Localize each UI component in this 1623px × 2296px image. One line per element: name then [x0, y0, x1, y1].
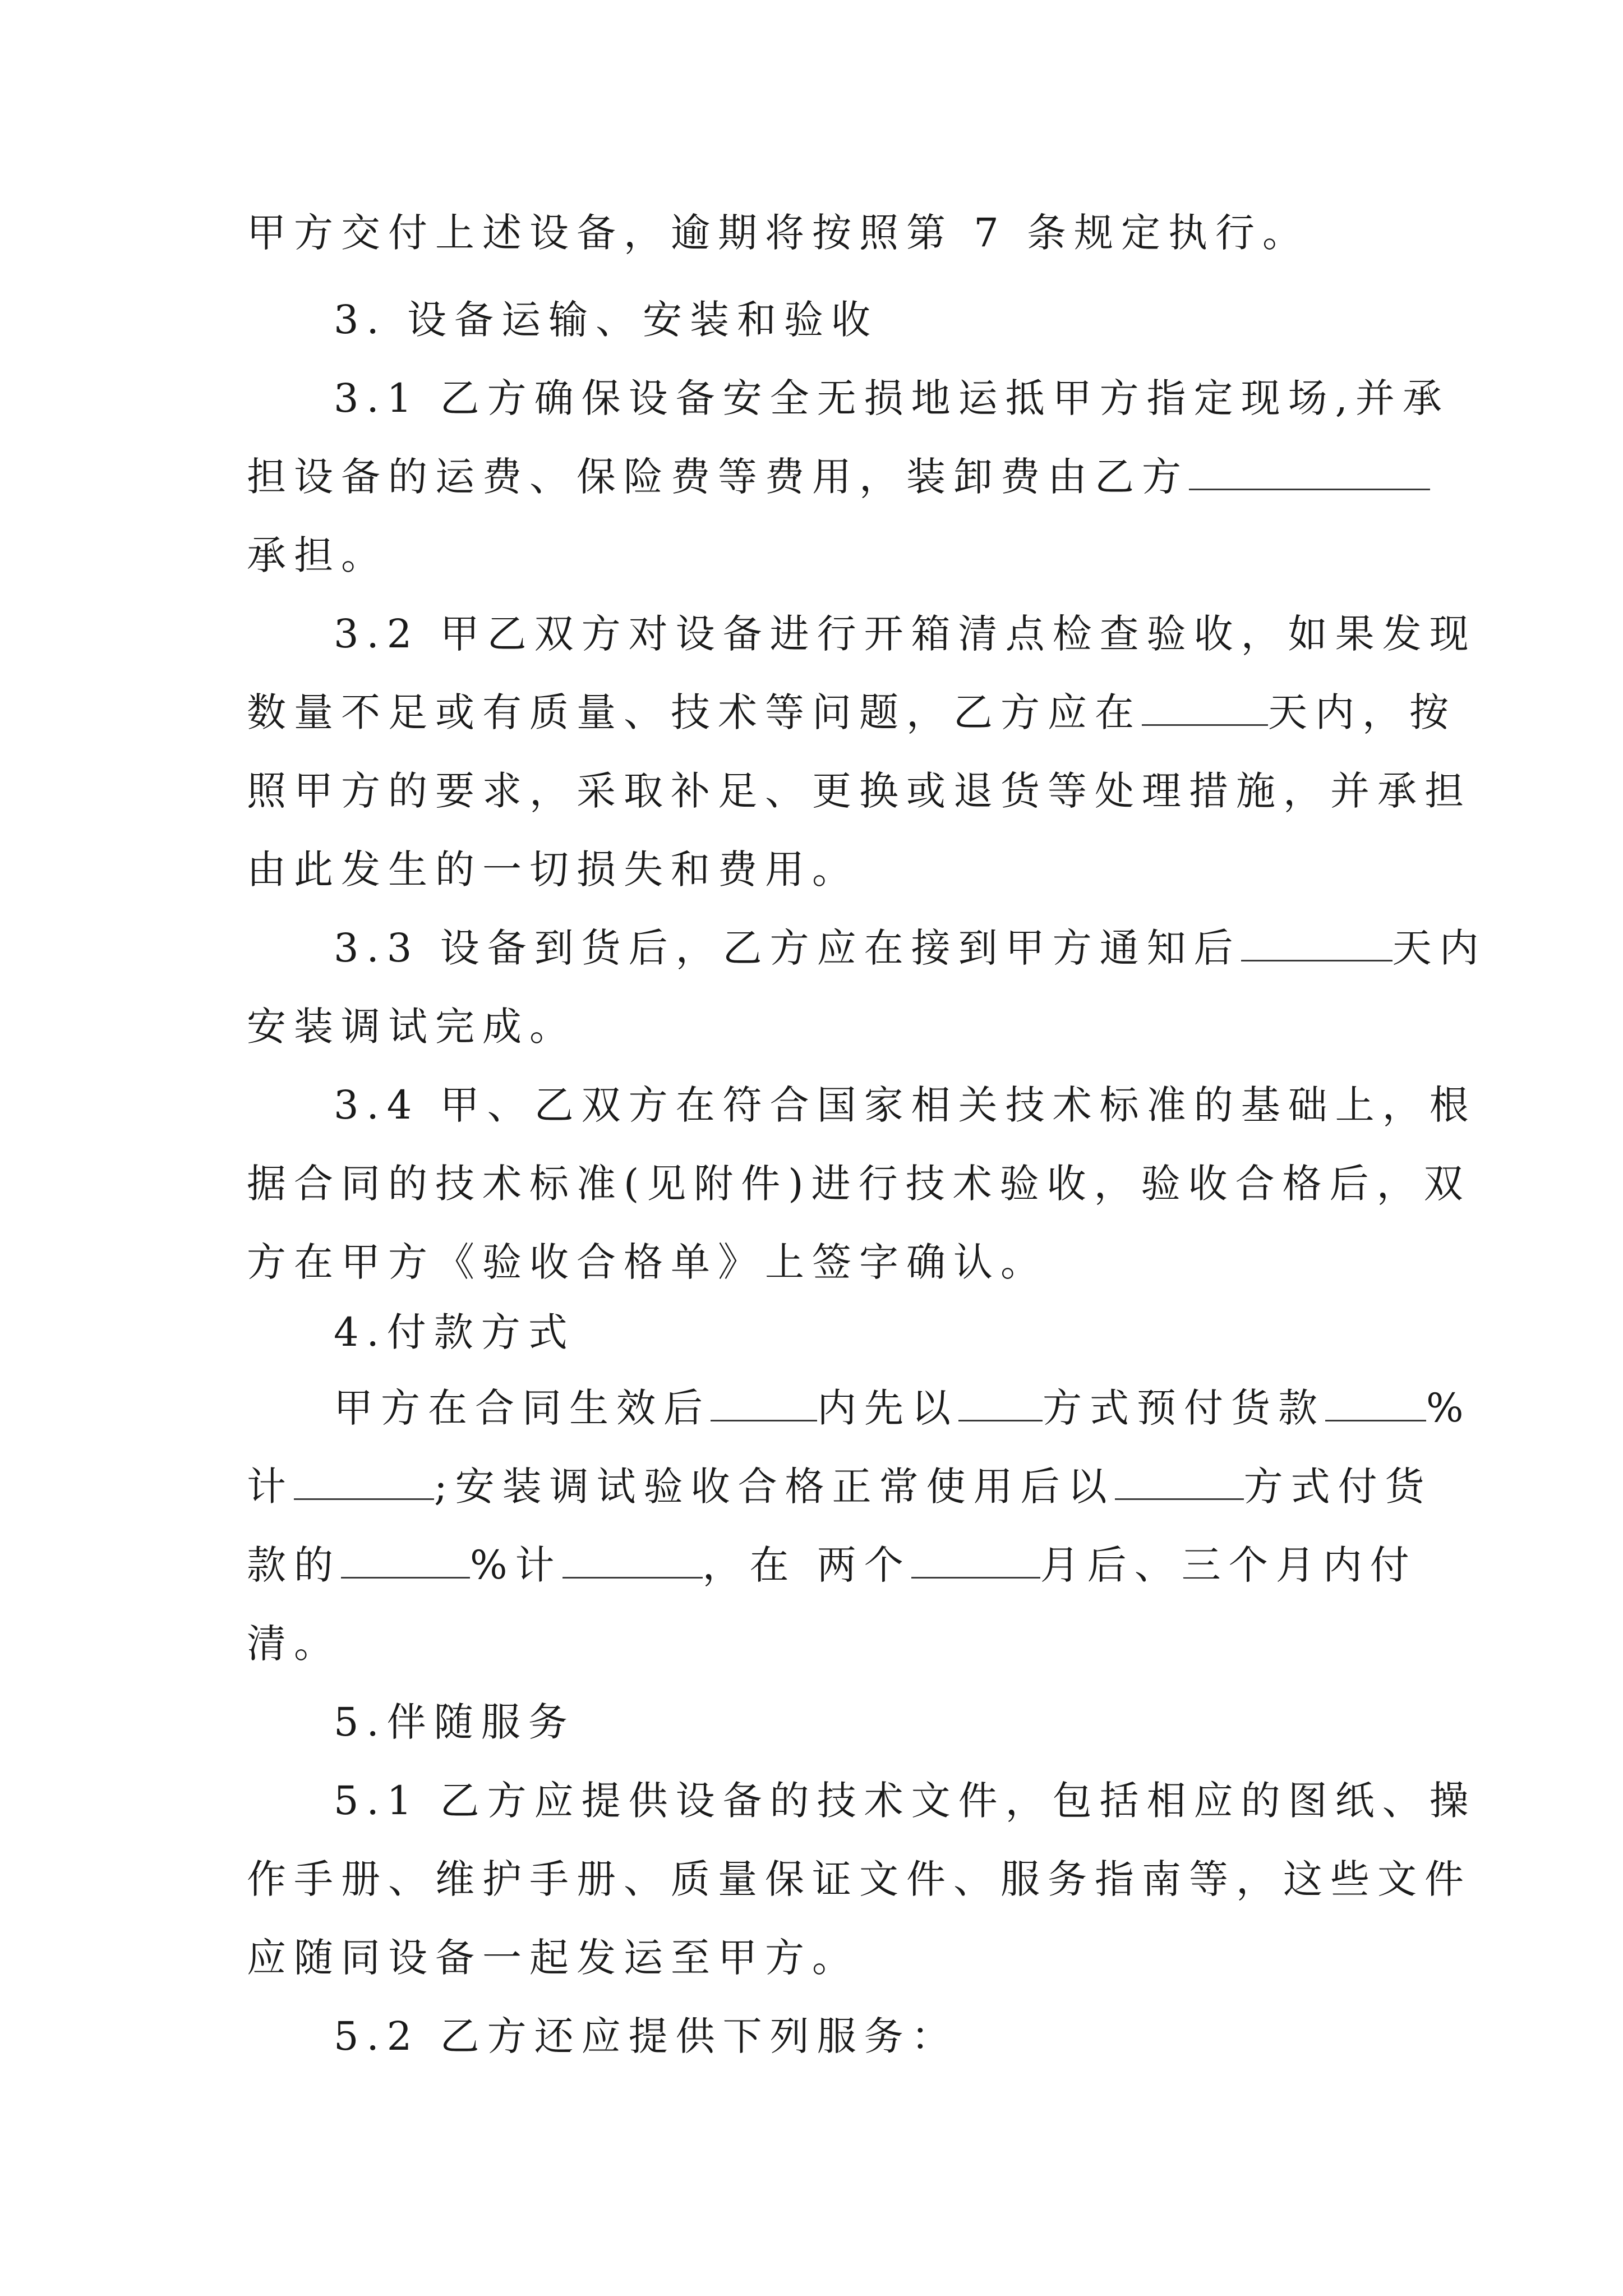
line-text: 方式付货	[1243, 1464, 1432, 1510]
line-text: 清。	[247, 1621, 341, 1667]
text-line	[0, 1158, 1623, 1209]
text-line	[0, 1001, 1623, 1052]
line-text: 3.3 设备到货后，乙方应在接到甲方通知后	[334, 925, 1241, 971]
section-heading	[0, 295, 1623, 345]
line-text: 作手册、维护手册、质量保证文件、服务指南等，这些文件	[247, 1856, 1472, 1902]
text-line	[0, 1854, 1623, 1904]
text-line	[0, 452, 1623, 502]
text-line	[0, 1080, 1623, 1130]
text-line	[0, 1383, 1623, 1433]
fill-in-blank[interactable]	[294, 1466, 434, 1500]
text-line	[0, 923, 1623, 973]
line-text: ，在 两个	[702, 1542, 911, 1588]
fill-in-blank[interactable]	[958, 1387, 1043, 1421]
line-text: %	[1426, 1385, 1472, 1431]
line-text: 承担。	[247, 532, 388, 578]
fill-in-blank[interactable]	[341, 1544, 470, 1579]
text-line	[0, 1775, 1623, 1826]
line-text: 款的	[247, 1542, 341, 1588]
fill-in-blank[interactable]	[1241, 927, 1393, 961]
text-line	[0, 1461, 1623, 1512]
line-text: 安装调试完成。	[247, 1004, 577, 1050]
line-text: 3.2 甲乙双方对设备进行开箱清点检查验收，如果发现	[334, 611, 1477, 657]
line-text: 5.2 乙方还应提供下列服务：	[334, 2013, 958, 2059]
text-line	[0, 1540, 1623, 1590]
line-text: 数量不足或有质量、技术等问题，乙方应在	[247, 689, 1142, 735]
fill-in-blank[interactable]	[562, 1544, 703, 1579]
line-text: 方式预付货款	[1043, 1385, 1325, 1431]
heading-text: 5.伴随服务	[334, 1699, 575, 1745]
line-text: 据合同的技术标准(见附件)进行技术验收，验收合格后，双	[247, 1161, 1471, 1207]
line-text: 计	[247, 1464, 294, 1510]
section-heading	[0, 1307, 1623, 1358]
fill-in-blank[interactable]	[1115, 1466, 1244, 1500]
text-line	[0, 1237, 1623, 1287]
fill-in-blank[interactable]	[1189, 456, 1430, 490]
line-text: 天内	[1392, 925, 1487, 971]
line-text: 3.1 乙方确保设备安全无损地运抵甲方指定现场,并承	[334, 375, 1450, 421]
fill-in-blank[interactable]	[711, 1387, 817, 1421]
line-text: 3.4 甲、乙双方在符合国家相关技术标准的基础上，根	[334, 1082, 1477, 1128]
text-line	[0, 687, 1623, 738]
fill-in-blank[interactable]	[1142, 692, 1268, 726]
text-line	[0, 766, 1623, 816]
text-line	[0, 609, 1623, 659]
line-text: 月后、三个月内付	[1040, 1542, 1417, 1588]
line-text: 照甲方的要求，采取补足、更换或退货等处理措施，并承担	[247, 768, 1472, 814]
text-line	[0, 844, 1623, 895]
heading-text: 3. 设备运输、安装和验收	[334, 297, 879, 343]
line-text: ;安装调试验收合格正常使用后以	[434, 1464, 1115, 1510]
line-text: 甲方在合同生效后	[334, 1385, 711, 1431]
line-text: 方在甲方《验收合格单》上签字确认。	[247, 1239, 1048, 1285]
section-heading	[0, 1697, 1623, 1747]
text-line	[0, 530, 1623, 581]
line-text: 应随同设备一起发运至甲方。	[247, 1935, 859, 1981]
text-line	[0, 208, 1623, 258]
line-text: 担设备的运费、保险费等费用，装卸费由乙方	[247, 454, 1189, 500]
line-text: 内先以	[817, 1385, 958, 1431]
text-line	[0, 1932, 1623, 1983]
line-text: 5.1 乙方应提供设备的技术文件，包括相应的图纸、操	[334, 1778, 1477, 1824]
line-text: 甲方交付上述设备，逾期将按照第 7 条规定执行。	[247, 210, 1310, 256]
fill-in-blank[interactable]	[911, 1544, 1040, 1579]
line-text: %计	[470, 1542, 562, 1588]
line-text: 由此发生的一切损失和费用。	[247, 846, 859, 892]
line-text: 天内，按	[1268, 689, 1456, 735]
heading-text: 4.付款方式	[334, 1309, 575, 1355]
text-line	[0, 373, 1623, 424]
text-line	[0, 2011, 1623, 2062]
text-line	[0, 1618, 1623, 1669]
fill-in-blank[interactable]	[1325, 1387, 1426, 1421]
